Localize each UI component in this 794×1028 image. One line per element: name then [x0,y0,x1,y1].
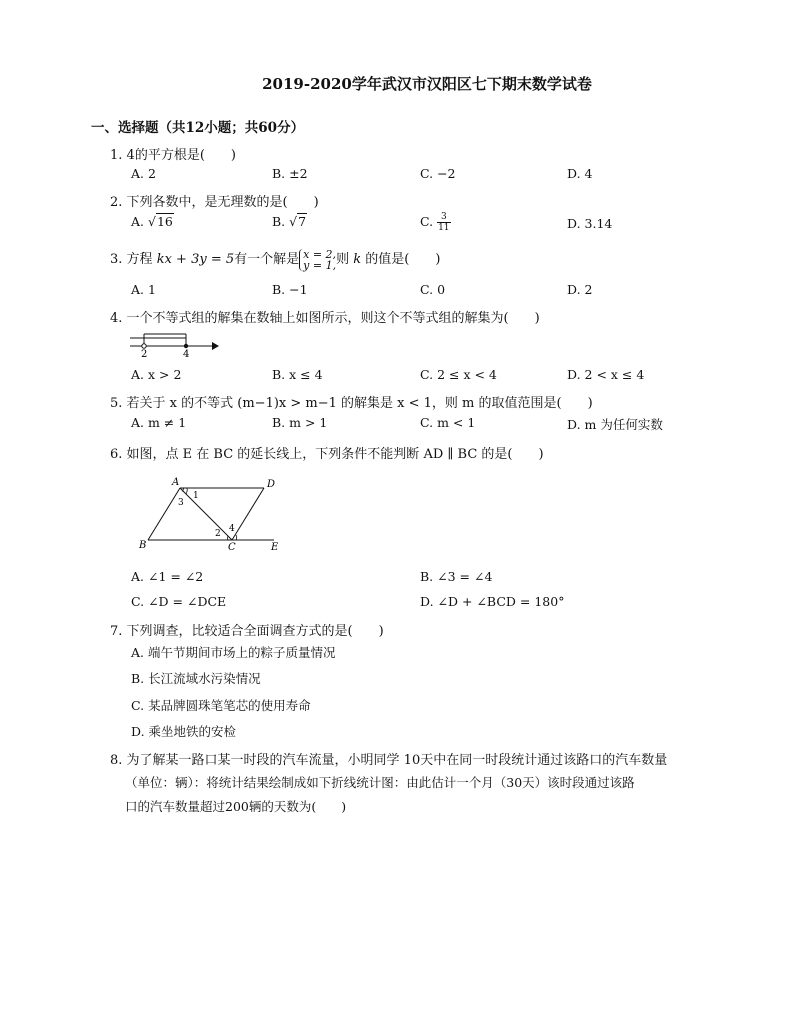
geometry-figure [136,474,286,554]
q7-option-a[interactable]: A. 端午节期间市场上的粽子质量情况 [131,645,336,660]
stem-text: 方程 [126,252,153,267]
angle-label-3: 3 [178,498,184,508]
question-number: 3. [110,252,123,267]
q7-option-b[interactable]: B. 长江流域水污染情况 [131,671,261,686]
question-number: 7. [110,624,123,639]
q3-option-a[interactable]: A. 1 [131,282,156,297]
q5-option-b[interactable]: B. m > 1 [272,415,328,430]
question-2 [110,191,319,210]
sqrt-expression: √16 [147,214,173,229]
q5-option-d[interactable]: D. m 为任何实数 [567,417,663,432]
question-stem: 下列调查，比较适合全面调查方式的是( ) [126,624,384,639]
q4-option-b[interactable]: B. x ≤ 4 [272,367,323,382]
stem-text: 的值是( ) [365,252,441,267]
question-4 [110,307,540,326]
q4-option-d[interactable]: D. 2 < x ≤ 4 [567,367,645,382]
q4-option-a[interactable]: A. x > 2 [131,367,182,382]
denominator: 11 [438,223,450,233]
question-number: 5. [110,396,123,411]
fraction [437,212,450,233]
label-D: D [267,479,276,490]
section-heading: 一、选择题（共12小题；共60分） [91,120,305,136]
label-B: B [139,540,147,551]
q2-option-c[interactable] [420,212,451,233]
question-stem: 如图，点 E 在 BC 的延长线上，下列条件不能判断 AD ∥ BC 的是( ) [126,447,544,462]
q2-option-b[interactable] [272,214,307,229]
label-A: A [172,477,180,488]
axis-label-2: 2 [141,349,148,360]
option-letter: C. [420,214,438,229]
number-line-figure [128,326,220,360]
option-letter: B. [272,214,290,229]
question-stem: 一个不等式组的解集在数轴上如图所示，则这个不等式组的解集为( ) [126,311,540,326]
question-stem: 4的平方根是( ) [126,148,236,163]
q1-option-b[interactable]: B. ±2 [272,166,308,181]
angle-label-2: 2 [215,529,221,539]
q6-option-c[interactable]: C. ∠D = ∠DCE [131,594,227,609]
q3-option-c[interactable]: C. 0 [420,282,446,297]
q4-option-c[interactable]: C. 2 ≤ x < 4 [420,367,497,382]
question-stem: 下列各数中，是无理数的是( ) [126,195,319,210]
q1-option-a[interactable]: A. 2 [131,166,156,181]
question-number: 8. [110,753,123,768]
q1-option-c[interactable]: C. −2 [420,166,456,181]
question-stem-line-1: 为了解某一路口某一时段的汽车流量，小明同学 10天中在同一时段统计通过该路口的汽车数量 [126,753,668,768]
q7-option-c[interactable]: C. 某品牌圆珠笔笔芯的使用寿命 [131,698,311,713]
angle-label-4: 4 [229,524,235,534]
sqrt-expression: √7 [289,214,307,229]
q2-option-a[interactable] [131,214,174,229]
radicand: 7 [298,214,307,229]
equation: kx + 3y = 5 [156,252,235,267]
question-stem-line-3: 口的汽车数量超过200辆的天数为( ) [125,799,347,814]
question-3 [110,248,440,271]
q6-option-a[interactable]: A. ∠1 = ∠2 [131,569,204,584]
q1-option-d[interactable]: D. 4 [567,166,593,181]
question-stem: 若关于 x 的不等式 (m−1)x > m−1 的解集是 x < 1，则 m 的取值范围是( ) [126,396,593,411]
question-7 [110,620,384,639]
question-1 [110,144,236,163]
variable: k [353,252,362,267]
angle-label-1: 1 [193,491,199,501]
question-5 [110,392,593,411]
stem-text: 则 [336,252,350,267]
question-stem-line-2: （单位：辆）：将统计结果绘制成如下折线统计图：由此估计一个月（30天）该时段通过该路 [125,775,635,790]
q3-option-d[interactable]: D. 2 [567,282,593,297]
question-number: 6. [110,447,123,462]
stem-text: 有一个解是 [234,252,300,267]
system-line-2: y = 1, [303,258,337,272]
question-number: 4. [110,311,123,326]
q6-option-b[interactable]: B. ∠3 = ∠4 [420,569,493,584]
label-C: C [228,542,236,553]
question-number: 1. [110,148,123,163]
q2-option-d[interactable]: D. 3.14 [567,216,613,231]
q6-option-d[interactable]: D. ∠D + ∠BCD = 180° [420,594,565,609]
page-title: 2019-2020学年武汉市汉阳区七下期末数学试卷 [262,75,592,93]
label-E: E [271,542,279,553]
radicand: 16 [156,214,173,229]
question-6 [110,443,544,462]
axis-label-4: 4 [183,349,190,360]
q3-option-b[interactable]: B. −1 [272,282,308,297]
system-line-1: x = 2, [303,247,337,261]
q7-option-d[interactable]: D. 乘坐地铁的安检 [131,724,237,739]
question-8 [110,749,667,768]
question-number: 2. [110,195,123,210]
q5-option-c[interactable]: C. m < 1 [420,415,476,430]
numerator: 3 [437,212,450,223]
equation-system [299,249,336,271]
q5-option-a[interactable]: A. m ≠ 1 [131,415,187,430]
option-letter: A. [131,214,148,229]
